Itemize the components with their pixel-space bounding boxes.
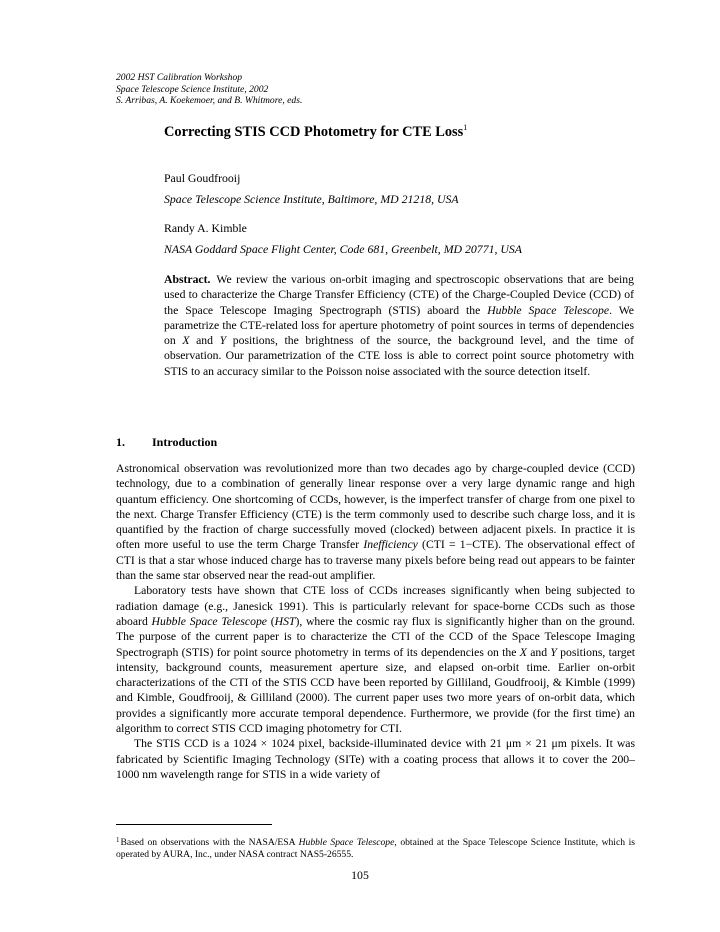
abstract	[164, 272, 634, 379]
page-number: 105	[351, 868, 369, 882]
paragraph-2-text-b: (	[267, 614, 275, 628]
paragraph-1-text-a: Astronomical observation was revolutionized more than two decades ago by charge-coupled device (CCD) technology, due to a combination of generally linear response over a very large dynamic range and high quantum efficiency. One shortcoming of CCDs, however, is the imperfect transfer of charge from one pixel to the next. Charge Transfer Efficiency (CTE) is the term commonly used to describe such charge loss, and it is quantified by the fraction of charge successfully moved (clocked) between adjacent pixels. In practice it is often more useful to use the term Charge Transfer	[116, 462, 635, 552]
abstract-label: Abstract.	[164, 273, 211, 286]
abstract-text-2: . We parametrize the CTE-related loss for aperture photometry of point sources in terms of dependencies on	[164, 303, 634, 348]
paragraph-2-text-a: Laboratory tests have shown that CTE loss of CCDs increases significantly when being subjected to radiation damage (e.g., Janesick 1991). This is particularly relevant for space-borne CCDs such as those aboard	[116, 584, 635, 628]
author-affiliation-1: Space Telescope Science Institute, Baltimore, MD 21218, USA	[164, 192, 459, 206]
header-line-2: Space Telescope Science Institute, 2002	[116, 83, 269, 95]
footnote-mark: 1	[116, 836, 120, 844]
running-header	[116, 72, 302, 107]
footnote-italic: Hubble Space Telescope	[298, 837, 395, 848]
footnote-text-b: , obtained at the Space Telescope Science Institute, which is operated by AURA, Inc., under NASA contract NAS5-26555.	[116, 837, 635, 861]
header-line-3: S. Arribas, A. Koekemoer, and B. Whitmore, eds.	[116, 95, 303, 107]
paragraph-2-text-c: ), where the cosmic ray flux is significantly higher than on the ground. The purpose of the current paper is to characterize the CTI of the CCD of the Space Telescope Imaging Spectrograph (STIS) for point source photometry in terms of its dependencies on the	[116, 614, 635, 659]
abstract-italic-hst: Hubble Space Telescope	[487, 303, 610, 317]
footnote	[116, 834, 635, 862]
paragraph-3: The STIS CCD is a 1024 × 1024 pixel, backside-illuminated device with 21 μm × 21 μm pixels. It was fabricated by Scientific Imaging Technology (SITe) with a coating process that allows it to cover the 200–1000 nm wavelength range for STIS in a wide variety of	[116, 737, 635, 781]
footnote-text-a: Based on observations with the NASA/ESA	[120, 837, 299, 848]
section-heading	[116, 435, 217, 450]
paragraph-1-italic: Inefficiency	[363, 538, 418, 552]
body-text	[116, 461, 635, 782]
title-footnote-mark: 1	[463, 123, 468, 132]
abstract-text-1: We review the various on-orbit imaging and spectroscopic observations that are being used to characterize the Charge Transfer Efficiency (CTE) of the Charge-Coupled Device (CCD) of the Space Telescope Imaging Spectrograph (STIS) aboard the	[164, 273, 634, 317]
section-number: 1.	[116, 435, 125, 449]
section-title: Introduction	[152, 435, 218, 449]
paragraph-2-text-d: positions, target intensity, background counts, measurement aperture size, and elapsed on-orbit time. Earlier on-orbit characterizations of the CTI of the STIS CCD have been reported by Gilliland, Goudfrooij, & Kimble (1999) and Kimble, Goudfrooij, & Gilliland (2000). The current paper uses two more years of on-orbit data, which provides a significantly more accurate temporal dependence. Furthermore, we provide (for the first time) an algorithm to correct STIS CCD imaging photometry for CTI.	[116, 645, 636, 736]
author-affiliation-2: NASA Goddard Space Flight Center, Code 681, Greenbelt, MD 20771, USA	[164, 242, 523, 256]
paper-title	[164, 123, 467, 141]
paragraph-1-text-b: (CTI = 1−CTE). The observational effect of CTI is that a star whose induced charge has to traverse many pixels before being read out appears to be fainter than the same star observed near the read-out amplifier.	[116, 538, 635, 583]
header-line-1: 2002 HST Calibration Workshop	[116, 72, 243, 83]
paragraph-1	[116, 461, 635, 583]
abstract-text-3: positions, the brightness of the source, the background level, and the time of observation. Our parametrization of the CTE loss is able to correct point source photometry with STIS to an accuracy similar to the Poisson noise associated with the source detection itself.	[164, 334, 634, 378]
author-name-1: Paul Goudfrooij	[164, 171, 241, 185]
footnote-rule	[116, 824, 272, 825]
paper-title-text: Correcting STIS CCD Photometry for CTE Loss	[164, 124, 464, 140]
paragraph-2-italic-abbrev: HST	[274, 614, 296, 628]
author-name-2: Randy A. Kimble	[164, 221, 247, 235]
paragraph-2-y-symbol: Y	[550, 645, 557, 659]
paragraph-2-x-symbol: X	[519, 645, 527, 659]
abstract-y-symbol: Y	[219, 334, 227, 348]
paragraph-2	[116, 583, 635, 736]
paragraph-2-italic-hst: Hubble Space Telescope	[151, 614, 267, 628]
abstract-x-symbol: X	[182, 334, 190, 348]
abstract-and: and	[189, 334, 220, 348]
paragraph-2-and: and	[526, 645, 551, 659]
